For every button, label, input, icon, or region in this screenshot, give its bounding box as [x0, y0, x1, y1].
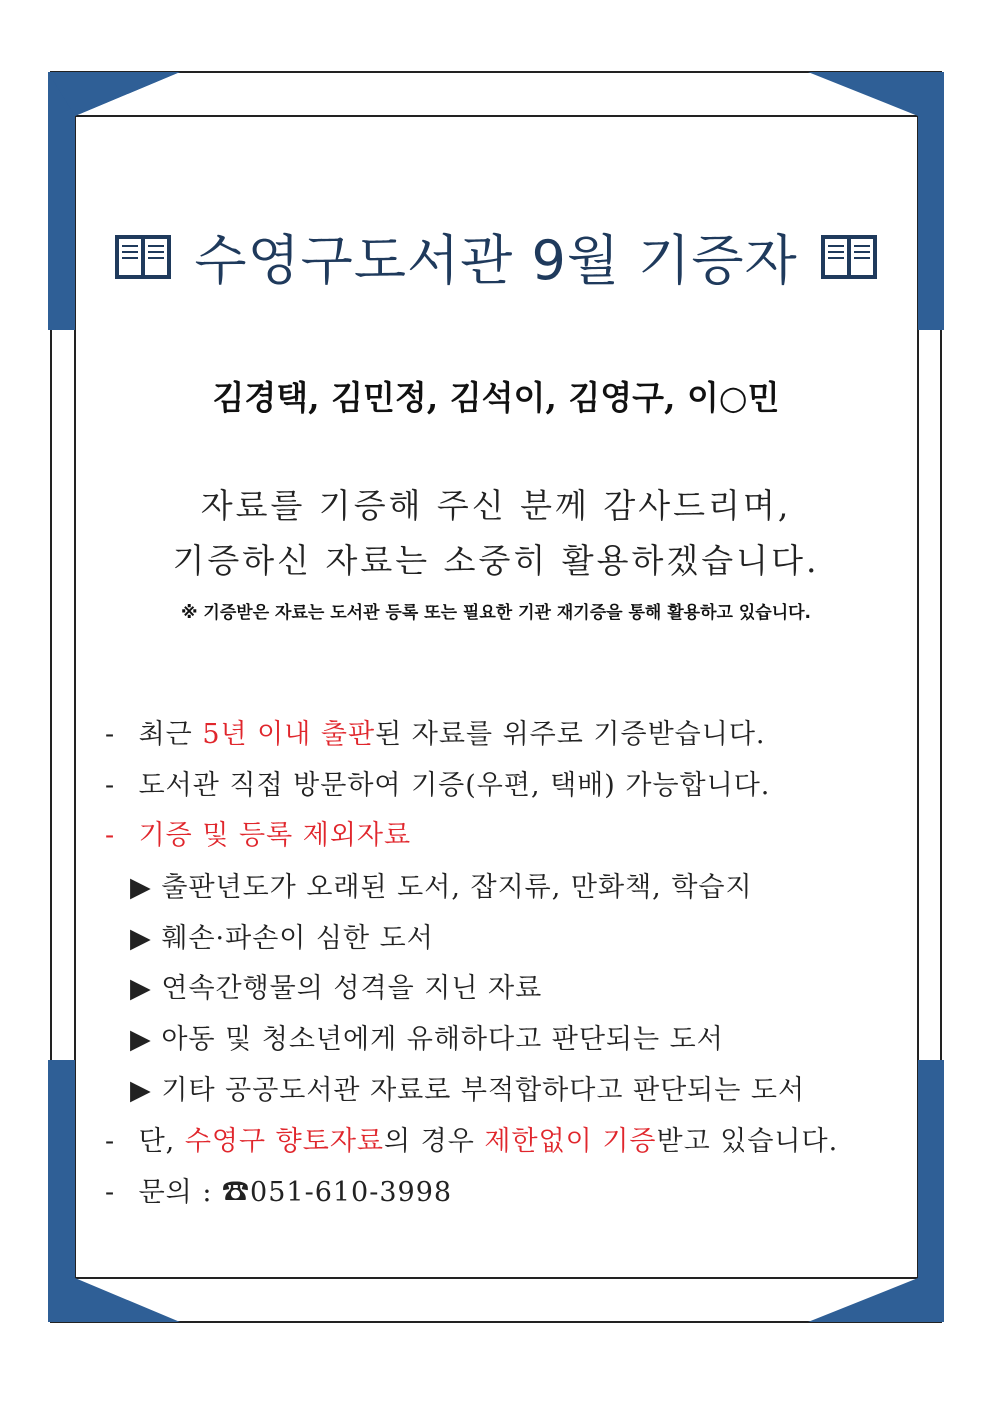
- highlight-recent: 5년 이내 출판: [202, 719, 376, 750]
- donor-names: 김경택, 김민정, 김석이, 김영구, 이○민: [212, 378, 780, 417]
- info-line-exclusions-heading: - 기증 및 등록 제외자료: [105, 820, 412, 851]
- thanks-line-2: 기증하신 자료는 소중히 활용하겠습니다.: [172, 541, 820, 580]
- title-text: 수영구도서관 9월 기증자: [194, 229, 798, 292]
- list-item: ▶ 연속간행물의 성격을 지닌 자료: [130, 973, 543, 1004]
- list-item: ▶ 훼손·파손이 심한 도서: [130, 923, 434, 954]
- open-book-icon: [114, 234, 172, 280]
- phone-number[interactable]: 051-610-3998: [250, 1177, 453, 1208]
- info-line-local: - 단, 수영구 향토자료의 경우 제한없이 기증받고 있습니다.: [105, 1126, 839, 1157]
- phone-icon: ☎: [222, 1177, 251, 1208]
- triangle-bullet-icon: ▶: [130, 1024, 152, 1055]
- contact-line: - 문의 : ☎051-610-3998: [105, 1177, 453, 1208]
- list-item: ▶ 출판년도가 오래된 도서, 잡지류, 만화책, 학습지: [130, 872, 753, 903]
- list-item: ▶ 기타 공공도서관 자료로 부적합하다고 판단되는 도서: [130, 1075, 806, 1106]
- info-line-recent: - 최근 5년 이내 출판된 자료를 위주로 기증받습니다.: [105, 719, 766, 750]
- triangle-bullet-icon: ▶: [130, 1075, 152, 1106]
- triangle-bullet-icon: ▶: [130, 923, 152, 954]
- thanks-line-1: 자료를 기증해 주신 분께 감사드리며,: [200, 486, 792, 525]
- note-text: ※ 기증받은 자료는 도서관 등록 또는 필요한 기관 재기증을 통해 활용하고 있습니다.: [180, 603, 811, 623]
- list-item: ▶ 아동 및 청소년에게 유해하다고 판단되는 도서: [130, 1024, 724, 1055]
- triangle-bullet-icon: ▶: [130, 973, 152, 1004]
- page-title: [0, 218, 992, 295]
- open-book-icon: [820, 234, 878, 280]
- info-line-visit: - 도서관 직접 방문하여 기증(우편, 택배) 가능합니다.: [105, 770, 771, 801]
- triangle-bullet-icon: ▶: [130, 872, 152, 903]
